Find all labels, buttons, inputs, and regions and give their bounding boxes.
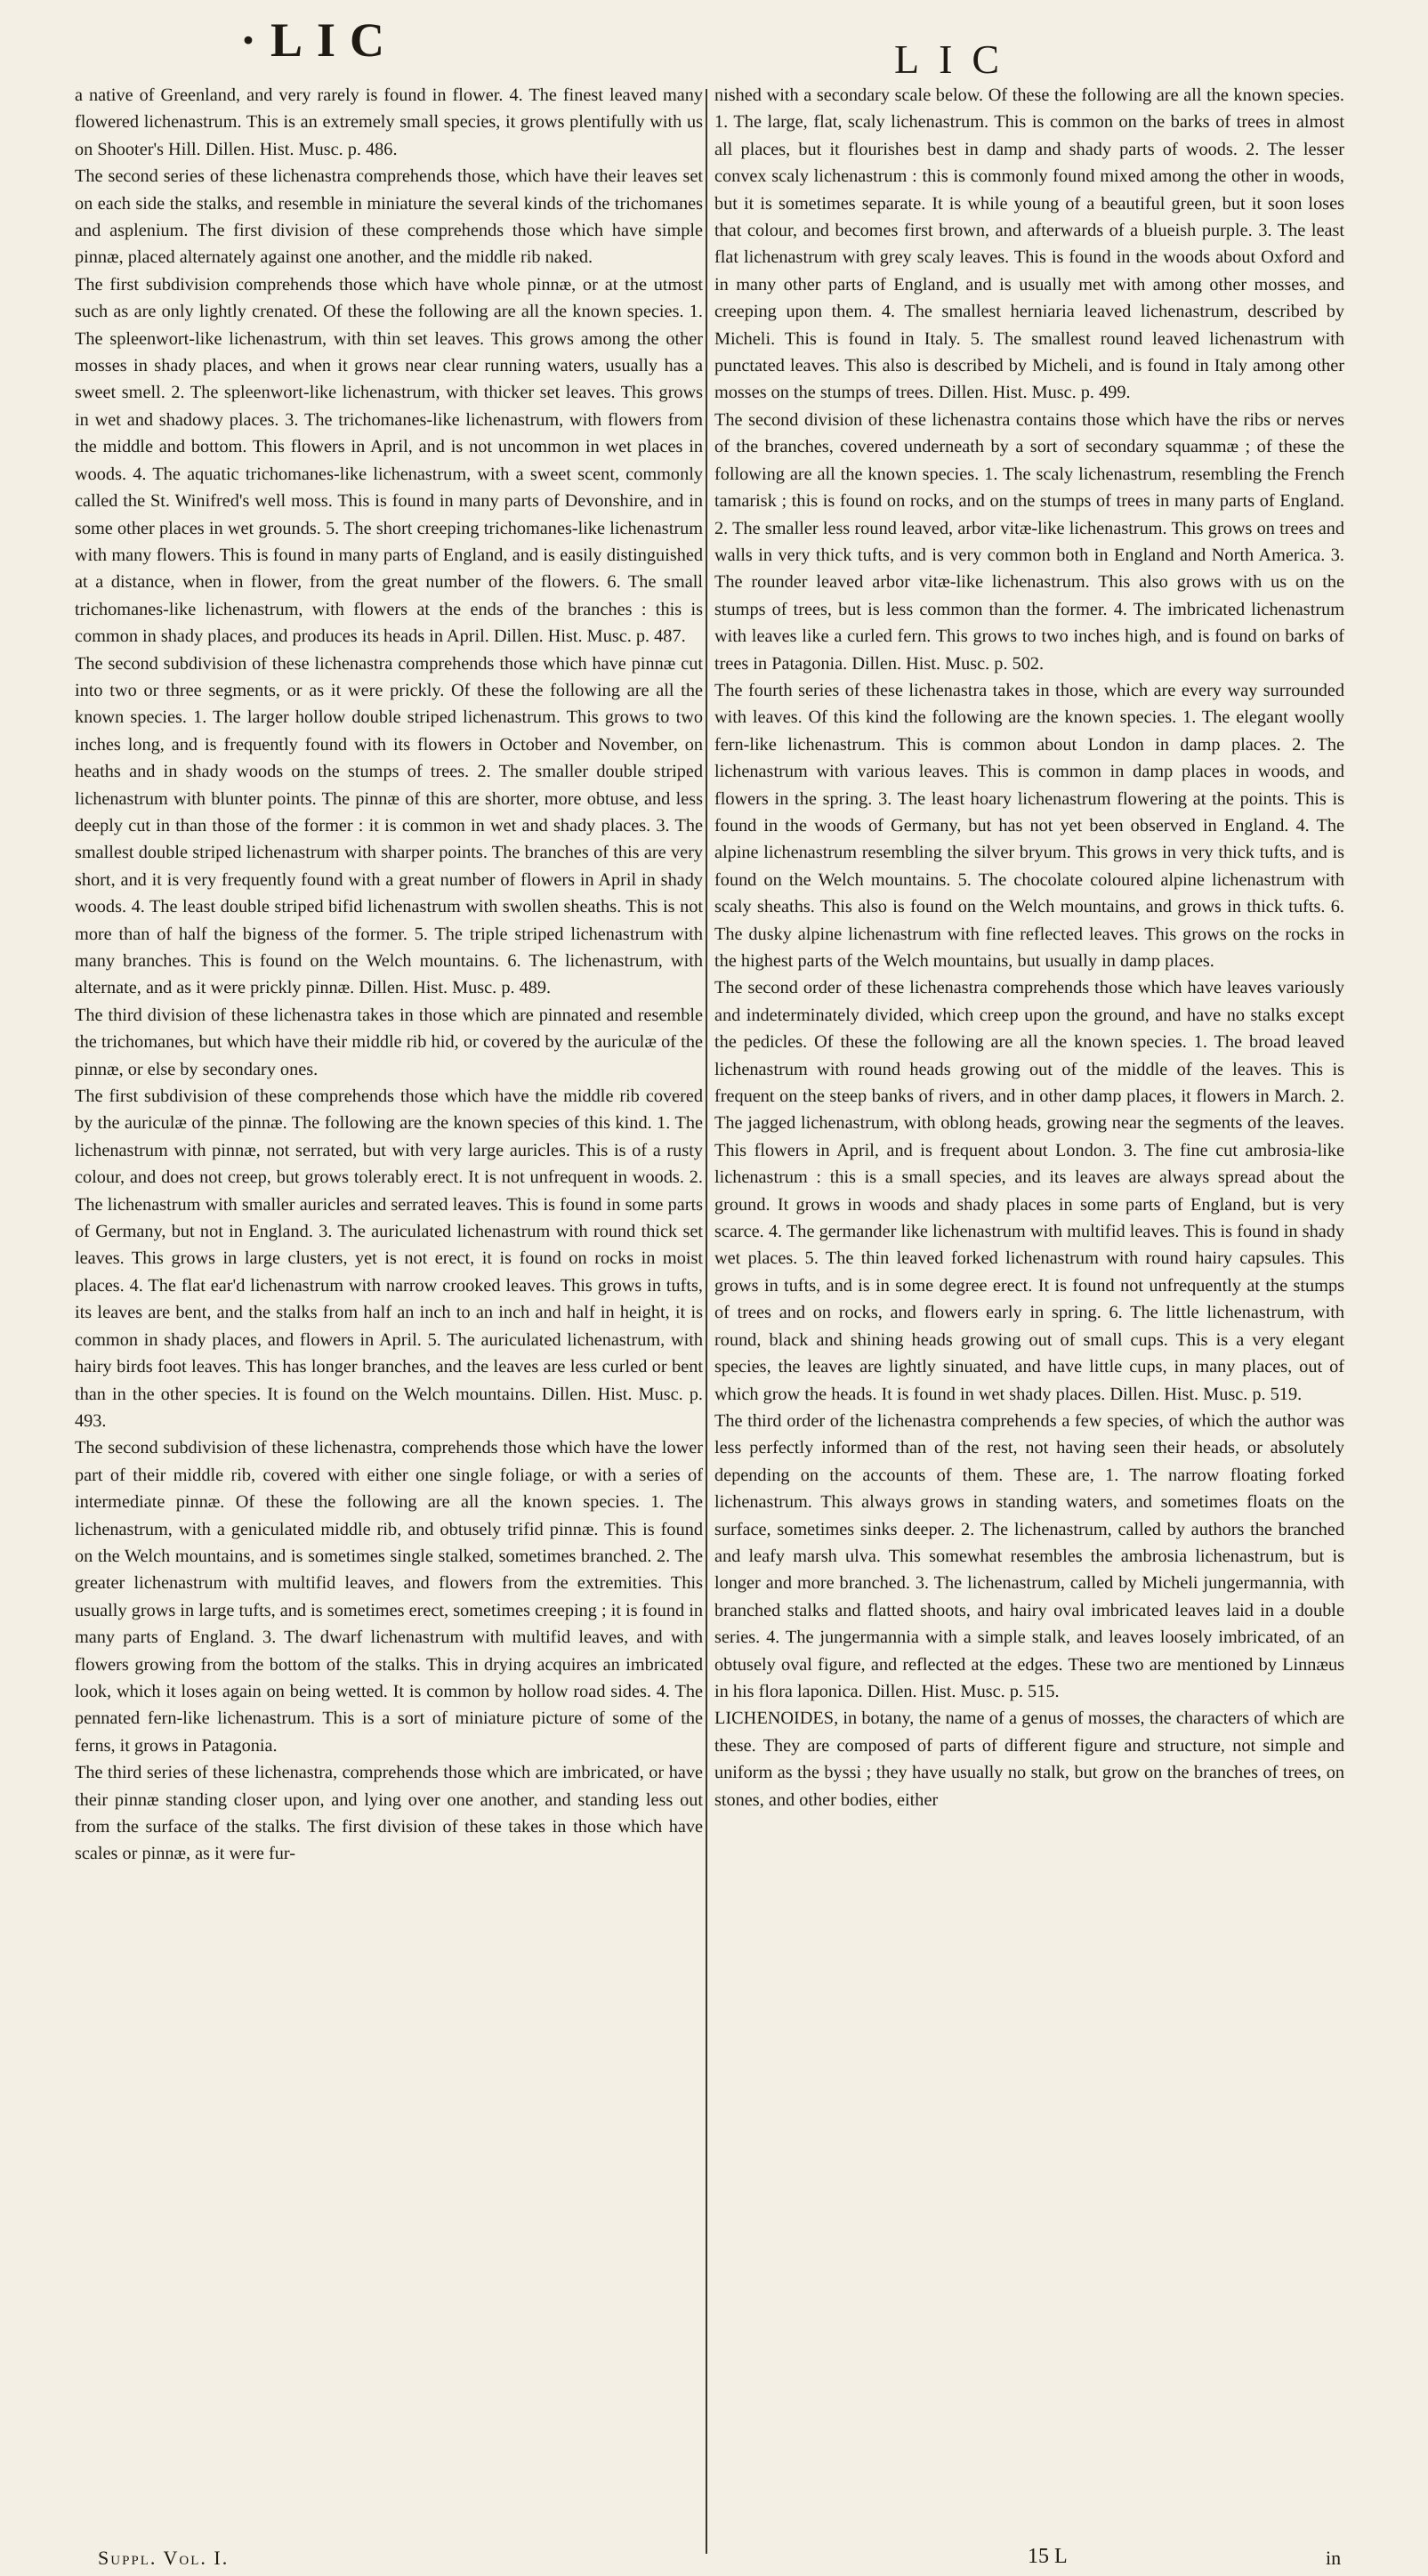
paragraph: The third division of these lichenastra takes in those which are pinnated and resemble the trichomanes, but which have their middle rib hid, or covered by the auriculæ of the pinnæ, or else by secondary ones. xyxy=(75,1005,703,1079)
paragraph: a native of Greenland, and very rarely is found in flower. 4. The finest leaved many flowered lichenastrum. This is an extremely small species, it grows plentifully with us on Shooter's Hill. Dillen. Hist. Musc. p. 486. xyxy=(75,85,703,159)
paragraph: The first subdivision comprehends those which have whole pinnæ, or at the utmost such as are only lightly crenated. Of these the following are all the known species. 1. The spleenwort-like lichenastrum, with thin set leaves. This grows among the other mosses in shady places, and when it grows near clear running waters, usually has a sweet smell. 2. The spleenwort-like lichenastrum, with thicker set leaves. This grows in wet and shadowy places. 3. The trichomanes-like lichenastrum, with flowers from the middle and bottom. This flowers in April, and is not uncommon in wet places in woods. 4. The aquatic trichomanes-like lichenastrum, with a sweet scent, commonly called the St. Winifred's well moss. This is found in many parts of Devonshire, and in some other places in wet grounds. 5. The short creeping trichomanes-like lichenastrum with many flowers. This is found in many parts of England, and is easily distinguished at a distance, when in flower, from the great number of the flowers. 6. The small trichomanes-like lichenastrum, with flowers at the ends of the branches : this is common in shady places, and produces its heads in April. Dillen. Hist. Musc. p. 487. xyxy=(75,274,703,647)
paragraph: The fourth series of these lichenastra takes in those, which are every way surrounded with leaves. Of this kind the following are the known species. 1. The elegant woolly fern-like lichenastrum. This is common about London in damp places. 2. The lichenastrum with various leaves. This is common in damp places in woods, and flowers in the spring. 3. The least hoary lichenastrum flowering at the points. This is found in the woods of Germany, but has not yet been observed in England. 4. The alpine lichenastrum resembling the silver bryum. This grows in very thick tufts, and is found on the Welch mountains. 5. The chocolate coloured alpine lichenastrum with scaly sheaths. This also is found on the Welch mountains, and grows in thick tufts. 6. The dusky alpine lichenastrum with fine reflected leaves. This grows on the rocks in the highest parts of the Welch mountains, but usually in damp places. xyxy=(714,680,1344,971)
paragraph: The third series of these lichenastra, comprehends those which are imbricated, or have their pinnæ standing closer upon, and lying over one another, and standing less out from the surface of the stalks. The first division of these takes in those which have scales or pinnæ, as it were fur- xyxy=(75,1763,703,1864)
header-left-title: ·LIC xyxy=(240,13,399,67)
paragraph: The second division of these lichenastra contains those which have the ribs or nerves of the branches, covered underneath by a sort of secondary squammæ ; of these the following are all the known species. 1. The scaly lichenastrum, resembling the French tamarisk ; this is found on rocks, and on the stumps of trees in many parts of England. 2. The smaller less round leaved, arbor vitæ-like lichenastrum. This grows on trees and walls in very thick tufts, and is very common both in England and North America. 3. The rounder leaved arbor vitæ-like lichenastrum. This also grows with us on the stumps of trees, but is less common than the former. 4. The imbricated lichenastrum with leaves like a curled fern. This grows to two inches high, and is found on barks of trees in Patagonia. Dillen. Hist. Musc. p. 502. xyxy=(714,409,1344,674)
running-header xyxy=(0,12,1428,82)
left-column xyxy=(75,82,703,1868)
paragraph: The second subdivision of these lichenastra, comprehends those which have the lower part of their middle rib, covered with either one single foliage, or with a series of intermediate pinnæ. Of these the following are all the known species. 1. The lichenastrum, with a geniculated middle rib, and obtusely trifid pinnæ. This is found on the Welch mountains, and is sometimes single stalked, sometimes branched. 2. The greater lichenastrum with multifid leaves, and flowers from the extremities. This usually grows in large tufts, and is sometimes erect, sometimes creeping ; it is found in many parts of England. 3. The dwarf lichenastrum with multifid leaves, and with flowers growing from the bottom of the stalks. This in drying acquires an imbricated look, which it loses again on being wetted. It is common by hollow road sides. 4. The pennated fern-like lichenastrum. This is a sort of miniature picture of some of the ferns, it grows in Patagonia. xyxy=(75,1438,703,1756)
column-divider xyxy=(706,89,707,2554)
paragraph: The second order of these lichenastra comprehends those which have leaves variously and indeterminately divided, which creep upon the ground, and have no stalks except the pedicles. Of these the following are all the known species. 1. The broad leaved lichenastrum with round heads growing out of the middle of the leaves. This is frequent on the steep banks of rivers, and in other damp places, it flowers in March. 2. The jagged lichenastrum, with oblong heads, growing near the segments of the leaves. This flowers in April, and is frequent about London. 3. The fine cut ambrosia-like lichenastrum : this is a small species, and its leaves are always spread about the ground. It grows in woods and shady places in some parts of England, but is very scarce. 4. The germander like lichenastrum with multifid leaves. This is found in shady wet places. 5. The thin leaved forked lichenastrum with round hairy capsules. This grows in tufts, and is in some degree erect. It is found not unfrequently at the stumps of trees and on rocks, and flowers early in spring. 6. The little lichenastrum, with round, black and shining heads growing out of small cups. This is a very elegant species, the leaves are lightly sinuated, and have little cups, in many places, out of which grow the heads. It is found in wet shady places. Dillen. Hist. Musc. p. 519. xyxy=(714,978,1344,1404)
header-right-title: LIC xyxy=(894,36,1020,82)
paragraph: nished with a secondary scale below. Of these the following are all the known species. 1. The large, flat, scaly lichenastrum. This is common on the barks of trees in almost all places, but it flourishes best in damp and shady parts of woods. 2. The lesser convex scaly lichenastrum : this is commonly found mixed among the other in woods, but it is sometimes separate. It is while young of a beautiful green, but it soon loses that colour, and becomes first brown, and afterwards of a blueish purple. 3. The least flat lichenastrum with grey scaly leaves. This is found in the woods about Oxford and in many other parts of England, and is usually met with among other mosses, and creeping upon them. 4. The smallest herniaria leaved lichenastrum, described by Micheli. This is found in Italy. 5. The smallest round leaved lichenastrum with punctated leaves. This also is described by Micheli, and is found in Italy among other mosses on the stumps of trees. Dillen. Hist. Musc. p. 499. xyxy=(714,85,1344,403)
paragraph: The second series of these lichenastra comprehends those, which have their leaves set on each side the stalks, and resemble in miniature the several kinds of the trichomanes and asplenium. The first division of these comprehends those which have simple pinnæ, placed alternately against one another, and the middle rib naked. xyxy=(75,166,703,268)
signature-mark: 15 L xyxy=(1028,2545,1068,2568)
right-column xyxy=(714,82,1344,1813)
paragraph: The first subdivision of these comprehends those which have the middle rib covered by the auriculæ of the pinnæ. The following are the known species of this kind. 1. The lichenastrum with pinnæ, not serrated, but with very large auricles. This is of a rusty colour, and does not creep, but grows tolerably erect. It is not unfrequent in woods. 2. The lichenastrum with smaller auricles and serrated leaves. This is found in some parts of Germany, but not in England. 3. The auriculated lichenastrum with round thick set leaves. This grows in large clusters, yet is not erect, it is found on rocks in moist places. 4. The flat ear'd lichenastrum with narrow crooked leaves. This grows in tufts, its leaves are bent, and the stalks from half an inch to an inch and half in height, it is common in shady places, and flowers in April. 5. The auriculated lichenastrum, with hairy birds foot leaves. This has longer branches, and the leaves are less curled or bent than in the other species. It is found on the Welch mountains. Dillen. Hist. Musc. p. 493. xyxy=(75,1086,703,1431)
volume-signature: Suppl. Vol. I. xyxy=(98,2547,230,2569)
paragraph: The third order of the lichenastra comprehends a few species, of which the author was less perfectly informed than of the rest, not having seen their heads, or absolutely depending on the accounts of them. These are, 1. The narrow floating forked lichenastrum. This always grows in standing waters, and sometimes floats on the surface, sometimes sinks deeper. 2. The lichenastrum, called by authors the branched and leafy marsh ulva. This somewhat resembles the ambrosia lichenastrum, but is longer and more branched. 3. The lichenastrum, called by Micheli jungermannia, with branched stalks and flatted shoots, and hairy oval imbricated leaves laid in a double series. 4. The jungermannia with a simple stalk, and leaves loosely imbricated, of an obtusely oval figure, and reflected at the edges. These two are mentioned by Linnæus in his flora laponica. Dillen. Hist. Musc. p. 515. xyxy=(714,1410,1344,1701)
paragraph: The second subdivision of these lichenastra comprehends those which have pinnæ cut into two or three segments, or as it were prickly. Of these the following are all the known species. 1. The larger hollow double striped lichenastrum. This grows to two inches long, and is frequently found with its flowers in October and November, on heaths and in shady woods on the stumps of trees. 2. The smaller double striped lichenastrum with blunter points. The pinnæ of this are shorter, more obtuse, and less deeply cut in than those of the former : it is common in wet and shady places. 3. The smallest double striped lichenastrum with sharper points. The branches of this are very short, and it is very frequently found with a great number of flowers in April in shady woods. 4. The least double striped bifid lichenastrum with swollen sheaths. This is not more than of half the bigness of the former. 5. The triple striped lichenastrum with many branches. This is found on the Welch mountains. 6. The lichenastrum, with alternate, and as it were prickly pinnæ. Dillen. Hist. Musc. p. 489. xyxy=(75,653,703,998)
paragraph: LICHENOIDES, in botany, the name of a genus of mosses, the characters of which are these. They are composed of parts of different figure and structure, not simple and uniform as the byssi ; they have usually no stalk, but grow on the branches of trees, on stones, and other bodies, either xyxy=(714,1708,1344,1810)
catchword: in xyxy=(1326,2547,1342,2569)
